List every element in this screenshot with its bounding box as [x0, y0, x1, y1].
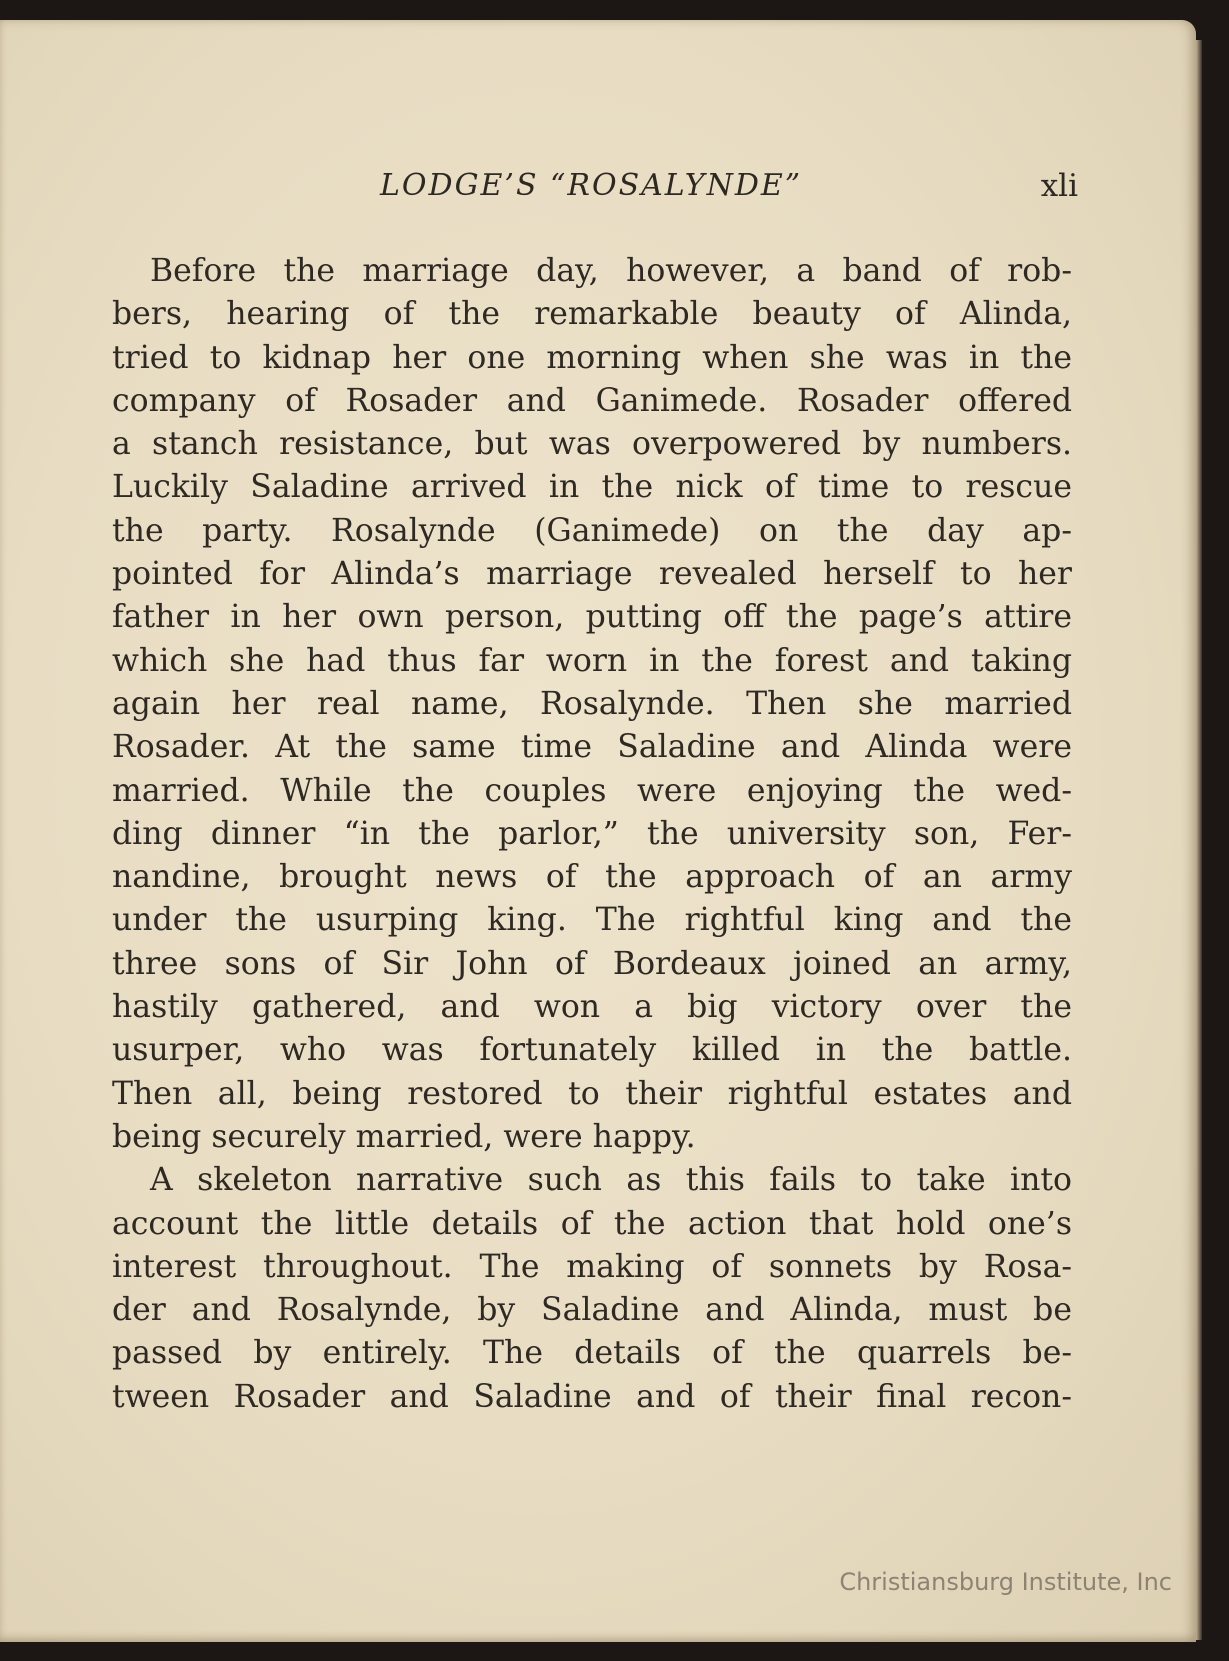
page-header	[0, 168, 1196, 216]
text-line: nandine, brought news of the approach of an army	[112, 859, 1072, 896]
text-line: A skeleton narrative such as this fails to take into	[150, 1162, 1072, 1199]
running-head: LODGE’S “ROSALYNDE”	[380, 168, 803, 203]
text-line: bers, hearing of the remarkable beauty of Alinda,	[112, 296, 1072, 333]
text-line: ding dinner “in the parlor,” the university son, Fer-	[112, 815, 1072, 852]
text-line: the party. Rosalynde (Ganimede) on the day ap-	[112, 512, 1072, 549]
body-text	[112, 250, 1072, 1419]
page-number: xli	[1040, 168, 1078, 204]
text-line: being securely married, were happy.	[112, 1118, 696, 1155]
book-page	[0, 20, 1196, 1642]
watermark: Christiansburg Institute, Inc	[839, 1568, 1172, 1596]
text-line: under the usurping king. The rightful king and the	[112, 902, 1072, 939]
text-line: a stanch resistance, but was overpowered by numbers.	[112, 426, 1072, 463]
text-line: father in her own person, putting off the page’s attire	[112, 599, 1072, 636]
text-line: interest throughout. The making of sonnets by Rosa-	[112, 1248, 1072, 1285]
page-edge	[1196, 40, 1202, 1640]
text-line: Then all, being restored to their rightful estates and	[112, 1075, 1072, 1112]
text-line: Before the marriage day, however, a band of rob-	[150, 253, 1072, 289]
text-line: passed by entirely. The details of the quarrels be-	[112, 1335, 1072, 1372]
text-line: tween Rosader and Saladine and of their final recon-	[112, 1378, 1072, 1415]
text-line: which she had thus far worn in the forest and taking	[112, 642, 1072, 679]
text-line: account the little details of the action that hold one’s	[112, 1205, 1072, 1242]
text-line: hastily gathered, and won a big victory over the	[112, 989, 1072, 1026]
text-line: Luckily Saladine arrived in the nick of time to rescue	[112, 469, 1072, 506]
text-line: der and Rosalynde, by Saladine and Alinda, must be	[112, 1292, 1072, 1329]
text-line: usurper, who was fortunately killed in the battle.	[112, 1032, 1072, 1069]
text-line: pointed for Alinda’s marriage revealed herself to her	[112, 556, 1072, 593]
text-line: tried to kidnap her one morning when she was in the	[112, 339, 1072, 376]
text-line: company of Rosader and Ganimede. Rosader offered	[112, 382, 1072, 419]
text-line: Rosader. At the same time Saladine and Alinda were	[112, 729, 1072, 766]
text-line: married. While the couples were enjoying the wed-	[112, 772, 1072, 809]
text-line: again her real name, Rosalynde. Then she married	[112, 685, 1072, 722]
text-line: three sons of Sir John of Bordeaux joined an army,	[112, 945, 1072, 982]
